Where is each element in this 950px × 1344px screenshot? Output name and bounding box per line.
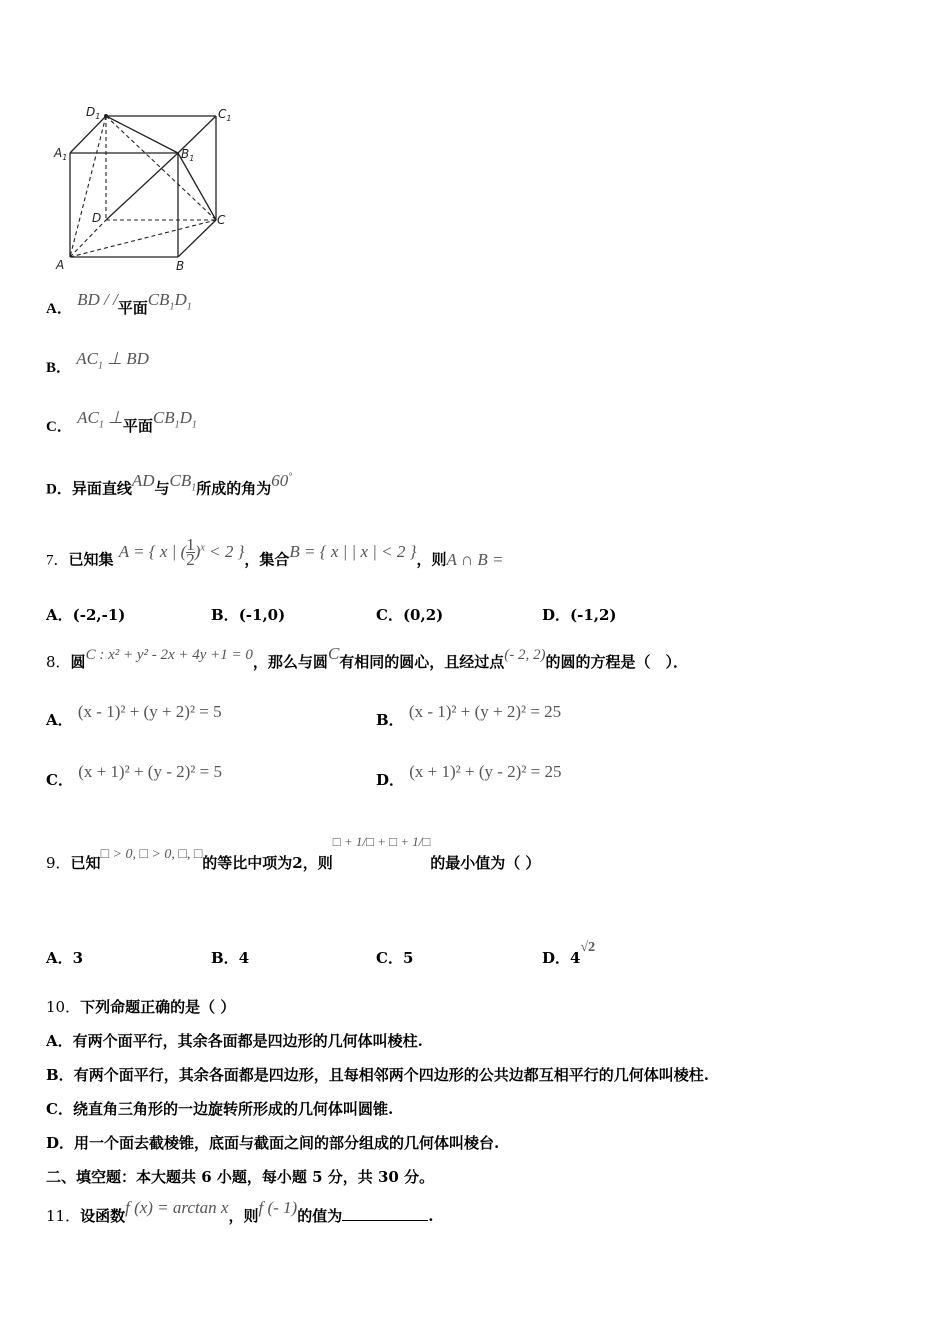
section-2-heading: 二、填空题：本大题共 6 小题，每小题 5 分，共 30 分。 (46, 1168, 435, 1186)
q8-option-c: C． (x + 1)² + (y - 2)² = 5 (46, 762, 222, 789)
q10-stem: 10．下列命题正确的是（ ） (46, 998, 236, 1016)
label-d1: $D_1$ (86, 105, 101, 121)
label-a1: $A_1$ (54, 146, 68, 162)
cube-figure (50, 100, 240, 275)
label-b1: $B_1$ (181, 147, 195, 163)
q9-option-c: C．5 (376, 949, 414, 967)
q10-option-c: C．绕直角三角形的一边旋转所形成的几何体叫圆锥. (46, 1100, 394, 1118)
q8-option-b: B． (x - 1)² + (y + 2)² = 25 (376, 702, 562, 729)
q8-stem: 8．圆C : x² + y² - 2x + 4y +1 = 0，那么与圆C有相同的圆心，且经过点(- 2, 2)的圆的方程是（ ）． (46, 644, 689, 671)
label-b: B (176, 259, 185, 273)
label-a: A (56, 258, 65, 272)
q7-option-a: A．(-2,-1) (46, 606, 126, 624)
q10-option-d: D．用一个面去截棱锥，底面与截面之间的部分组成的几何体叫棱台. (46, 1134, 500, 1152)
q8-option-d: D． (x + 1)² + (y - 2)² = 25 (376, 762, 562, 789)
label-c1: $C_1$ (218, 107, 232, 123)
q6-option-c: C． $AC_1$ ⊥平面$CB_1D_1$ (46, 408, 197, 435)
label-d: D (92, 211, 102, 225)
q7-option-b: B．(-1,0) (211, 606, 286, 624)
q9-stem: 9．已知□ > 0, □ > 0, □, □的等比中项为2，则□ + 1/□ + □ + 1/□的最小值为（ ） (46, 834, 541, 872)
q9-option-b: B．4 (211, 949, 250, 967)
q10-option-b: B．有两个面平行，其余各面都是四边形，且每相邻两个四边形的公共边都互相平行的几何体叫棱柱. (46, 1066, 709, 1084)
q7-stem: 7．已知集 A = { x | ( $\frac{1}{2}$ )$^x$ < 2 }，集合B = { x | | x | < 2 }，则A ∩ B = (46, 535, 504, 570)
q11-stem: 11．设函数f (x) = arctan x，则f (- 1)的值为 . (46, 1198, 434, 1225)
q7-option-d: D．(-1,2) (542, 606, 617, 624)
q8-option-a: A． (x - 1)² + (y + 2)² = 5 (46, 702, 222, 729)
q9-option-a: A．3 (46, 949, 84, 967)
q9-option-d: D．4√2 (542, 940, 596, 967)
q6-option-d: D．异面直线AD与$CB_1$所成的角为60° (46, 470, 293, 498)
label-c: C (217, 213, 226, 227)
q6-option-b: B． $AC_1$ ⊥ BD (46, 349, 149, 376)
q10-option-a: A．有两个面平行，其余各面都是四边形的几何体叫棱柱. (46, 1032, 423, 1050)
answer-blank[interactable] (342, 1206, 428, 1221)
q7-option-c: C．(0,2) (376, 606, 444, 624)
q6-option-a: A． BD / /平面$CB_1D_1$ (46, 290, 192, 317)
